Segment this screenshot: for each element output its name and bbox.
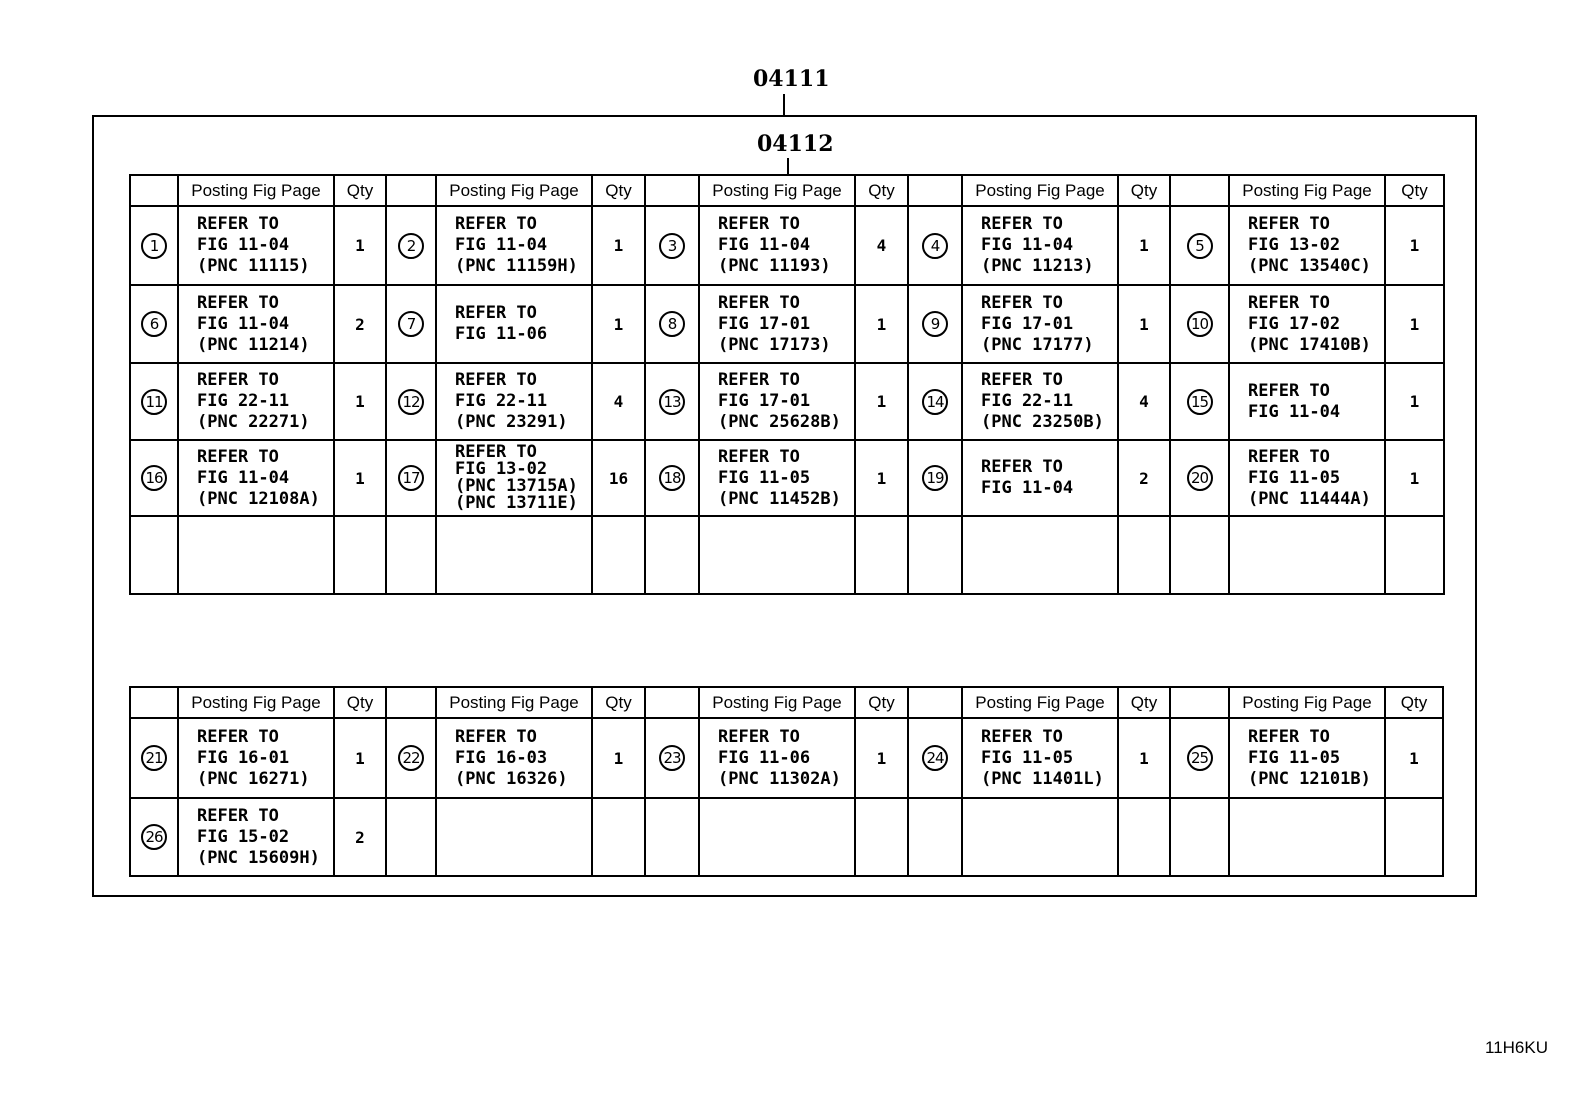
item-number-cell: [130, 206, 178, 285]
reference-line: FIG 11-04: [197, 235, 290, 255]
posting-fig-page-cell: [699, 718, 855, 798]
reference-line: REFER TO: [718, 370, 800, 390]
callout-number: 15: [1187, 389, 1213, 415]
item-number-cell: [1170, 285, 1229, 363]
reference-line: REFER TO: [1248, 726, 1330, 747]
posting-fig-page-cell: [436, 798, 592, 876]
posting-fig-page-cell: [962, 798, 1118, 876]
callout-number: 1: [141, 233, 167, 259]
header-qty: Qty: [855, 175, 908, 206]
reference-line: FIG 15-02: [197, 826, 290, 847]
reference-line: FIG 17-02: [1248, 313, 1341, 334]
callout-number: 12: [398, 389, 424, 415]
header-index-cell: [908, 175, 962, 206]
posting-fig-page-cell: [1229, 798, 1385, 876]
qty-cell: 4: [592, 363, 645, 440]
callout-number: 23: [659, 745, 685, 771]
posting-fig-page-cell: [178, 285, 334, 363]
header-index-cell: [386, 687, 436, 718]
callout-number: 3: [659, 233, 685, 259]
qty-cell: 1: [1385, 718, 1443, 798]
callout-number: 8: [659, 311, 685, 337]
posting-fig-page-cell: [178, 798, 334, 876]
posting-fig-page-cell: [699, 516, 855, 594]
header-posting-fig-page: Posting Fig Page: [178, 175, 334, 206]
reference-line: REFER TO: [718, 214, 800, 234]
reference-line: FIG 17-01: [718, 391, 811, 411]
reference-line: FIG 22-11: [197, 391, 290, 411]
header-posting-fig-page: Posting Fig Page: [178, 687, 334, 718]
reference-line: FIG 22-11: [455, 391, 548, 411]
reference-line: REFER TO: [455, 370, 537, 390]
reference-line: (PNC 11302A): [718, 768, 841, 789]
posting-fig-page-cell: [1229, 440, 1385, 516]
item-number-cell: [130, 516, 178, 594]
reference-line: (PNC 11444A): [1248, 488, 1371, 509]
reference-line: REFER TO: [197, 370, 279, 390]
reference-line: (PNC 15609H): [197, 847, 320, 868]
posting-fig-page-cell: [962, 206, 1118, 285]
item-number-cell: [908, 516, 962, 594]
reference-table-top: [129, 174, 1445, 595]
qty-cell: 16: [592, 440, 645, 516]
qty-cell: 1: [855, 285, 908, 363]
reference-line: (PNC 16271): [197, 768, 310, 789]
reference-line: FIG 17-01: [718, 313, 811, 334]
figure-code: 11H6KU: [1485, 1038, 1548, 1057]
item-number-cell: [386, 516, 436, 594]
reference-line: REFER TO: [455, 726, 537, 747]
table-row: [130, 718, 1443, 798]
header-index-cell: [130, 175, 178, 206]
header-row: [130, 175, 1444, 206]
callout-number: 18: [659, 465, 685, 491]
posting-fig-page-cell: [962, 516, 1118, 594]
reference-line: REFER TO: [981, 457, 1063, 477]
leader-line-04111: [783, 94, 785, 115]
reference-line: REFER TO: [981, 726, 1063, 747]
callout-number: 10: [1187, 311, 1213, 337]
header-posting-fig-page: Posting Fig Page: [699, 175, 855, 206]
reference-line: FIG 11-04: [197, 313, 290, 334]
posting-fig-page-cell: [699, 206, 855, 285]
item-number-cell: [645, 206, 699, 285]
item-number-cell: [1170, 206, 1229, 285]
header-posting-fig-page: Posting Fig Page: [1229, 687, 1385, 718]
header-qty: Qty: [1385, 175, 1444, 206]
item-number-cell: [1170, 798, 1229, 876]
reference-line: (PNC 11213): [981, 256, 1094, 276]
reference-line: REFER TO: [718, 292, 800, 313]
reference-line: REFER TO: [1248, 446, 1330, 467]
reference-line: FIG 11-04: [981, 478, 1074, 498]
item-number-cell: [1170, 440, 1229, 516]
qty-cell: 1: [1118, 718, 1170, 798]
callout-number: 16: [141, 465, 167, 491]
reference-line: (PNC 23291): [455, 412, 568, 432]
qty-cell: 1: [592, 206, 645, 285]
posting-fig-page-cell: [436, 440, 592, 516]
qty-cell: 1: [1385, 363, 1444, 440]
posting-fig-page-cell: [178, 206, 334, 285]
item-number-cell: [386, 798, 436, 876]
posting-fig-page-cell: [1229, 718, 1385, 798]
posting-fig-page-cell: [962, 363, 1118, 440]
table-row: [130, 206, 1444, 285]
qty-cell: 4: [855, 206, 908, 285]
qty-cell: 2: [334, 798, 386, 876]
reference-line: (PNC 22271): [197, 412, 310, 432]
reference-line: REFER TO: [1248, 380, 1330, 401]
header-index-cell: [645, 687, 699, 718]
reference-line: REFER TO: [718, 446, 800, 467]
reference-line: FIG 11-05: [1248, 747, 1341, 768]
table-row: [130, 798, 1443, 876]
reference-line: REFER TO: [1248, 214, 1330, 234]
qty-cell: [334, 516, 386, 594]
callout-number: 5: [1187, 233, 1213, 259]
callout-number: 17: [398, 465, 424, 491]
qty-cell: [592, 516, 645, 594]
item-number-cell: [130, 718, 178, 798]
item-number-cell: [908, 440, 962, 516]
reference-line: (PNC 13540C): [1248, 256, 1371, 276]
item-number-cell: [386, 440, 436, 516]
item-number-cell: [130, 798, 178, 876]
item-number-cell: [645, 440, 699, 516]
qty-cell: 1: [1385, 440, 1444, 516]
qty-cell: 1: [334, 718, 386, 798]
qty-cell: 2: [334, 285, 386, 363]
header-qty: Qty: [334, 175, 386, 206]
qty-cell: 1: [1118, 206, 1170, 285]
posting-fig-page-cell: [178, 718, 334, 798]
reference-line: FIG 16-01: [197, 747, 290, 768]
reference-line: FIG 11-05: [718, 467, 811, 488]
reference-table-bottom: [129, 686, 1444, 877]
header-posting-fig-page: Posting Fig Page: [962, 175, 1118, 206]
header-index-cell: [1170, 687, 1229, 718]
item-number-cell: [386, 363, 436, 440]
qty-cell: 1: [334, 206, 386, 285]
item-number-cell: [130, 285, 178, 363]
posting-fig-page-cell: [699, 798, 855, 876]
posting-fig-page-cell: [1229, 516, 1385, 594]
reference-line: REFER TO: [197, 292, 279, 313]
callout-number: 7: [398, 311, 424, 337]
qty-cell: 1: [1385, 206, 1444, 285]
qty-cell: 1: [334, 363, 386, 440]
header-posting-fig-page: Posting Fig Page: [962, 687, 1118, 718]
reference-line: (PNC 11214): [197, 334, 310, 355]
qty-cell: 1: [855, 363, 908, 440]
item-number-cell: [908, 798, 962, 876]
reference-line: (PNC 16326): [455, 768, 568, 789]
posting-fig-page-cell: [436, 718, 592, 798]
posting-fig-page-cell: [436, 516, 592, 594]
callout-number: 13: [659, 389, 685, 415]
item-number-cell: [645, 285, 699, 363]
header-qty: Qty: [1118, 175, 1170, 206]
header-posting-fig-page: Posting Fig Page: [1229, 175, 1385, 206]
callout-number: 9: [922, 311, 948, 337]
header-posting-fig-page: Posting Fig Page: [436, 687, 592, 718]
reference-line: (PNC 12108A): [197, 488, 320, 509]
posting-fig-page-cell: [699, 285, 855, 363]
qty-cell: [855, 798, 908, 876]
item-number-cell: [1170, 516, 1229, 594]
posting-fig-page-cell: [436, 285, 592, 363]
qty-cell: [1385, 516, 1444, 594]
callout-number: 11: [141, 389, 167, 415]
item-number-cell: [908, 363, 962, 440]
callout-number: 6: [141, 311, 167, 337]
reference-line: REFER TO: [455, 442, 537, 462]
item-number-cell: [130, 440, 178, 516]
reference-line: FIG 17-01: [981, 313, 1074, 334]
reference-line: (PNC 25628B): [718, 412, 841, 432]
table-row: [130, 440, 1444, 516]
table-row: [130, 516, 1444, 594]
callout-number: 22: [398, 745, 424, 771]
posting-fig-page-cell: [962, 285, 1118, 363]
reference-line: (PNC 17173): [718, 334, 831, 355]
reference-line: FIG 13-02: [1248, 235, 1341, 255]
reference-line: REFER TO: [718, 726, 800, 747]
reference-line: FIG 11-04: [455, 235, 548, 255]
reference-line: (PNC 12101B): [1248, 768, 1371, 789]
qty-cell: [1385, 798, 1443, 876]
reference-line: FIG 13-02: [455, 459, 548, 479]
header-qty: Qty: [1385, 687, 1443, 718]
callout-number: 20: [1187, 465, 1213, 491]
header-qty: Qty: [592, 175, 645, 206]
item-number-cell: [645, 718, 699, 798]
item-number-cell: [1170, 718, 1229, 798]
header-qty: Qty: [855, 687, 908, 718]
reference-line: (PNC 17410B): [1248, 334, 1371, 355]
label-04112: 04112: [757, 131, 834, 157]
reference-line: FIG 11-04: [1248, 401, 1341, 422]
posting-fig-page-cell: [178, 440, 334, 516]
reference-line: FIG 16-03: [455, 747, 548, 768]
qty-cell: 1: [1385, 285, 1444, 363]
reference-line: FIG 11-04: [981, 235, 1074, 255]
reference-line: FIG 11-05: [981, 747, 1074, 768]
leader-line-04112: [787, 158, 789, 174]
header-index-cell: [1170, 175, 1229, 206]
reference-line: REFER TO: [197, 726, 279, 747]
qty-cell: 1: [334, 440, 386, 516]
posting-fig-page-cell: [178, 363, 334, 440]
header-posting-fig-page: Posting Fig Page: [699, 687, 855, 718]
reference-line: (PNC 11193): [718, 256, 831, 276]
item-number-cell: [645, 798, 699, 876]
reference-line: REFER TO: [1248, 292, 1330, 313]
posting-fig-page-cell: [962, 440, 1118, 516]
header-index-cell: [645, 175, 699, 206]
reference-line: (PNC 11401L): [981, 768, 1104, 789]
reference-line: REFER TO: [455, 214, 537, 234]
posting-fig-page-cell: [436, 206, 592, 285]
header-row: [130, 687, 1443, 718]
reference-line: REFER TO: [981, 292, 1063, 313]
posting-fig-page-cell: [1229, 363, 1385, 440]
reference-line: (PNC 23250B): [981, 412, 1104, 432]
callout-number: 21: [141, 745, 167, 771]
reference-line: (PNC 11159H): [455, 256, 578, 276]
reference-line: REFER TO: [981, 214, 1063, 234]
item-number-cell: [386, 285, 436, 363]
table-row: [130, 285, 1444, 363]
item-number-cell: [130, 363, 178, 440]
qty-cell: [592, 798, 645, 876]
label-04111: 04111: [753, 66, 830, 92]
posting-fig-page-cell: [178, 516, 334, 594]
qty-cell: [855, 516, 908, 594]
callout-number: 14: [922, 389, 948, 415]
posting-fig-page-cell: [1229, 206, 1385, 285]
reference-line: (PNC 11452B): [718, 488, 841, 509]
posting-fig-page-cell: [699, 440, 855, 516]
reference-line: REFER TO: [455, 303, 537, 323]
callout-number: 2: [398, 233, 424, 259]
qty-cell: 1: [855, 440, 908, 516]
posting-fig-page-cell: [962, 718, 1118, 798]
reference-line: FIG 11-04: [718, 235, 811, 255]
qty-cell: 1: [855, 718, 908, 798]
reference-line: REFER TO: [197, 446, 279, 467]
reference-line: REFER TO: [981, 370, 1063, 390]
header-qty: Qty: [592, 687, 645, 718]
item-number-cell: [908, 718, 962, 798]
header-index-cell: [908, 687, 962, 718]
header-index-cell: [130, 687, 178, 718]
header-qty: Qty: [334, 687, 386, 718]
header-posting-fig-page: Posting Fig Page: [436, 175, 592, 206]
callout-number: 24: [922, 745, 948, 771]
reference-line: FIG 11-04: [197, 467, 290, 488]
qty-cell: 1: [592, 718, 645, 798]
reference-line: FIG 11-05: [1248, 467, 1341, 488]
qty-cell: [1118, 516, 1170, 594]
qty-cell: [1118, 798, 1170, 876]
table-row: [130, 363, 1444, 440]
item-number-cell: [908, 206, 962, 285]
item-number-cell: [386, 718, 436, 798]
qty-cell: 1: [592, 285, 645, 363]
item-number-cell: [645, 516, 699, 594]
posting-fig-page-cell: [699, 363, 855, 440]
qty-cell: 4: [1118, 363, 1170, 440]
reference-line: (PNC 13715A): [455, 476, 578, 496]
posting-fig-page-cell: [436, 363, 592, 440]
header-qty: Qty: [1118, 687, 1170, 718]
callout-number: 26: [141, 824, 167, 850]
reference-line: FIG 22-11: [981, 391, 1074, 411]
qty-cell: 2: [1118, 440, 1170, 516]
item-number-cell: [386, 206, 436, 285]
callout-number: 19: [922, 465, 948, 491]
reference-line: REFER TO: [197, 214, 279, 234]
reference-line: (PNC 13711E): [455, 493, 578, 513]
reference-line: REFER TO: [197, 805, 279, 826]
posting-fig-page-cell: [1229, 285, 1385, 363]
qty-cell: 1: [1118, 285, 1170, 363]
callout-number: 25: [1187, 745, 1213, 771]
reference-line: (PNC 17177): [981, 334, 1094, 355]
header-index-cell: [386, 175, 436, 206]
reference-line: (PNC 11115): [197, 256, 310, 276]
item-number-cell: [1170, 363, 1229, 440]
reference-line: FIG 11-06: [455, 324, 548, 344]
reference-line: FIG 11-06: [718, 747, 811, 768]
item-number-cell: [908, 285, 962, 363]
callout-number: 4: [922, 233, 948, 259]
item-number-cell: [645, 363, 699, 440]
